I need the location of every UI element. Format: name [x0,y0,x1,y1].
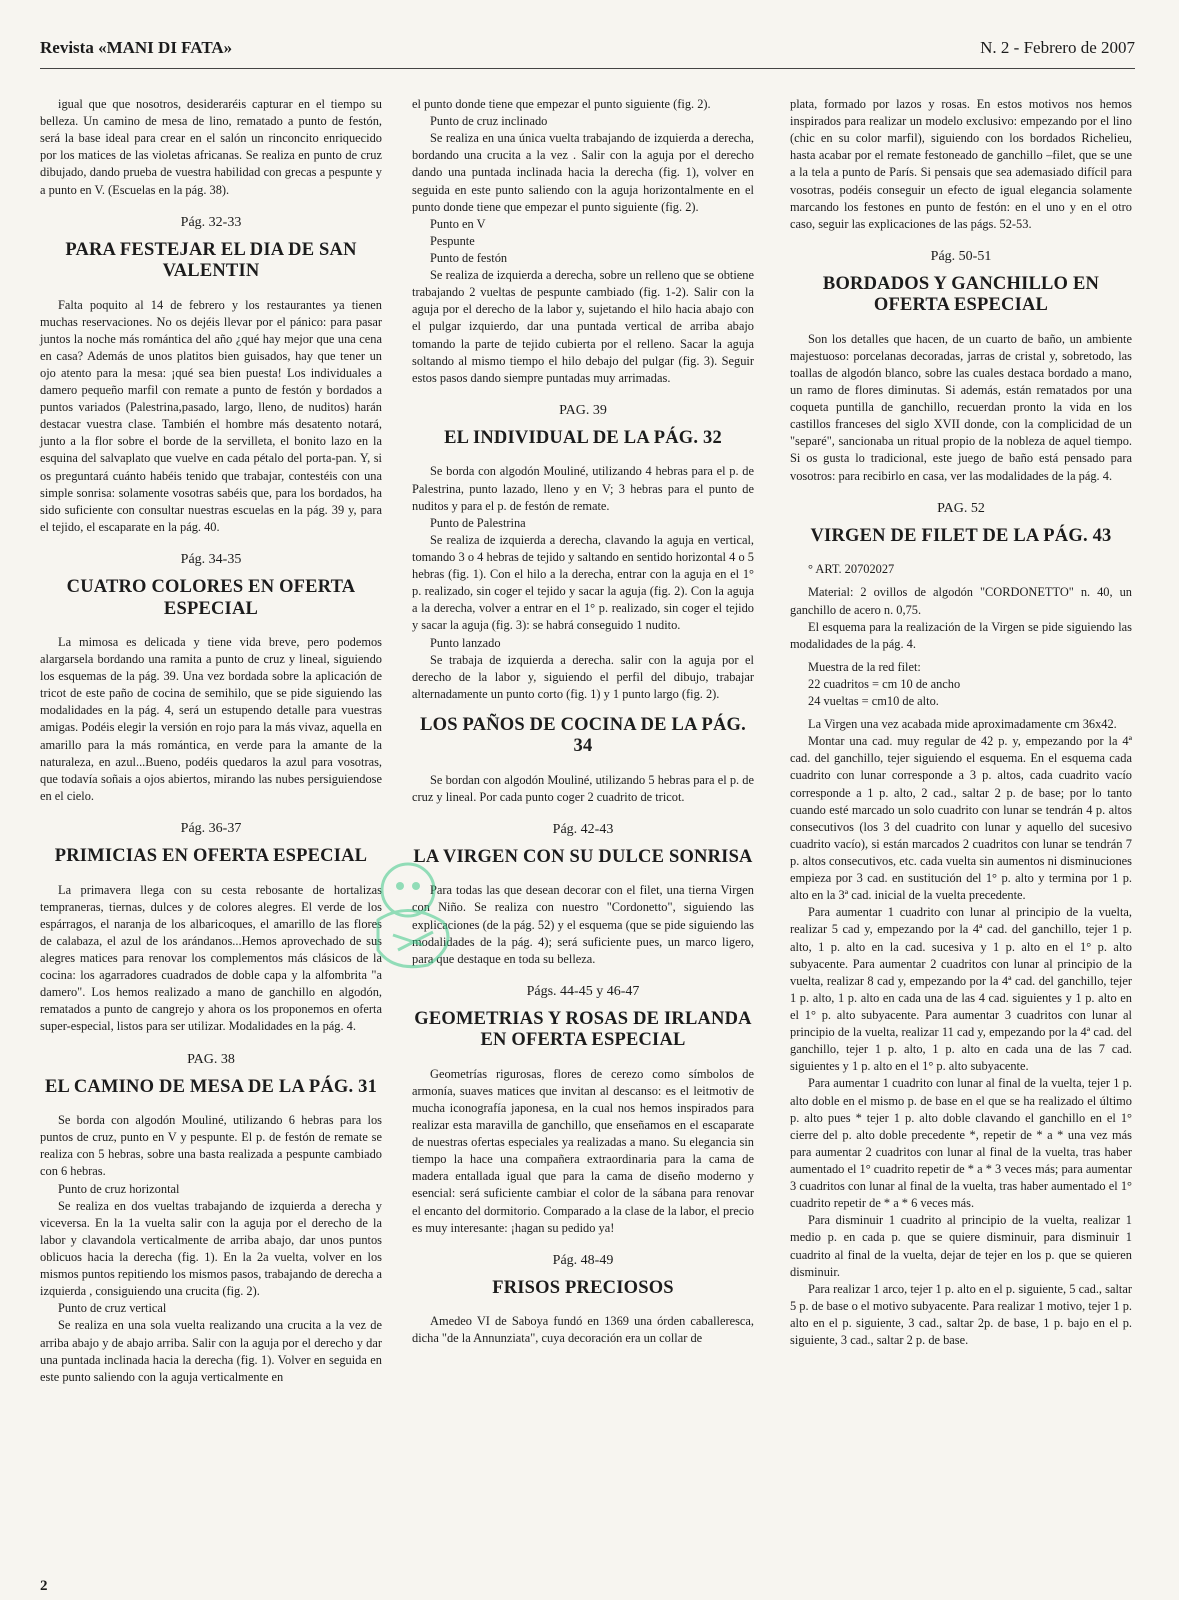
green-stamp-icon [348,850,488,980]
paragraph: Para realizar 1 arco, tejer 1 p. alto en el p. siguiente, 5 cad., saltar 5 p. de base o el motivo subyacente. Para realizar 1 motivo, tejer 1 p. alto en el p. siguiente, 3 cad., saltar 2p. de base, 1 p. bajo en el p. siguiente, 3 cad., saltar 2 p. de base. [790,1281,1133,1348]
stitch-name: Punto lanzado [430,635,501,650]
paragraph: Para disminuir 1 cuadrito al principio de la vuelta, realizar 1 medio p. en cada p. que se quiere disminuir, para disminuir 1 cuadrito al final de la vuelta, dejar de tejer en los p. que se quieren disminuir. [790,1213,1132,1279]
paragraph: Son los detalles que hacen, de un cuarto de baño, un ambiente majestuoso: porcelanas decoradas, jarras de cristal y, sobretodo, las toallas de algodón blanco, sobre las cuales destaca bordado a mano, un ramo de flores diminutas. Si además, están rematados por una coqueta puntilla de ganchillo, recuerdan pronto la vida en los castillos franceses del siglo XVII donde, con la complicidad de un "separé", sancionaba un ritual propio de la nobleza de aquel tiempo. Si os gusta lo tradicional, este juego de baño está pensado para vosotros: para recibirlo en casa, ver las modalidades de la pág. 4. [790,331,1132,483]
paragraph: 24 vueltas = cm10 de alto. [808,694,939,709]
paragraph: Se trabaja de izquierda a derecha. salir con la aguja por el derecho de la labor y, siguiendo el perfil del dibujo, trabajar alternadamente un punto corto (fig. 1) y 1 punto largo (fig. 2). [412,652,754,701]
section-heading: LOS PAÑOS DE COCINA DE LA PÁG. 34 [420,714,746,757]
column-2 [412,96,754,1348]
issue-label: N. 2 - Febrero de 2007 [980,38,1135,57]
paragraph: Para aumentar 1 cuadrito con lunar al principio de la vuelta, realizar 5 cad y, empezando por la 4ª cad. del ganchillo, tejer 1 p. alto, 1 p. alto en la cad. sucesiva y 1 p. alto en el 1° p. alto subyacente. Para aumentar 2 cuadritos con lunar al principio de la vuelta, realizar 8 cad y, empezando por la 4ª cad. del ganchillo, tejer 1 p. alto, 1 p. alto en cada una de las 4 cad. siguientes y 1 p. alto en el 1° p. alto subyacente. Para aumentar 3 cuadritos con lunar al principio de la vuelta, realizar 11 cad y, empezando por la 4ª cad. del ganchillo, tejer 1 p. alto, 1 p. alto en cada una de las 7 cad. siguientes y 1 p. alto en el 1° p. alto subyacente. [790,905,1132,1074]
section-heading: BORDADOS Y GANCHILLO EN OFERTA ESPECIAL [822,274,1100,316]
page-ref: Pág. 32-33 [180,214,242,230]
paragraph: La primavera llega con su cesta rebosante de hortalizas tempraneras, tiernas, dulces y de colores alegres. El verde de los espárragos, el naranja de los albaricoques, el amarillo de las flores de calabaza, el azul de los arándanos...Hemos aprovechado de sus alegres matices para renovar los complementos más clásicos de la cocina: los agarradores cuadrados de doble capa y la alfombrita "a damero". Los hemos realizado a mano de ganchillo en algodón, rematados a punto de cangrejo y ahora os los proponemos en oferta super-especial, listos para ser utilizar. Modalidades en la pág. 4. [40,882,382,1034]
paragraph: Geometrías rigurosas, flores de cerezo como símbolos de armonía, suaves matices que invitan al descanso: es el leitmotiv de mucha iconografía japonesa, en la cual nos hemos inspirados para realizar esta maravilla de ganchillo, que enseñamos en el escaparate de nuestras ofertas especiales ya realizadas a mano. Su elegancia sin tiempo la hace una compañera extraordinaria para la cama de madera entallada igual que para la cama de diseño moderno y esencial: será suficiente cambiar el color de la sábana para renovar el encanto del dormitorio. Comparado a la clase de la labor, el precio es muy interesante: ¡hagan su pedido ya! [412,1066,754,1235]
paragraph: Se realiza en una sola vuelta realizando una crucita a la vez de arriba abajo y de abajo arriba. Salir con la aguja por el derecho y dar una puntada inclinada hacia la derecha (fig. 1). Volver en seguida en este punto saliendo con la aguja verticalmente en [40,1318,382,1384]
page-ref: PAG. 38 [187,1051,235,1067]
stitch-name: Punto en V [430,216,486,231]
paragraph: plata, formado por lazos y rosas. En estos motivos nos hemos inspirados para realizar un modelo exclusivo: empezando por el lino (chic en su color marfil), siguiendo con los bordados Richelieu, hasta acabar por el remate festoneado de ganchillo –filet, que se une a la tela a punto de París. Si pensais que sea ademasiado difícil para vosotras, podéis conseguir un efecto de igual elegancia solamente marcando los festones en punto de festón: en el uno y en el otro caso, seguir las explicaciones de las págs. 52-53. [790,97,1132,231]
paragraph: La mimosa es delicada y tiene vida breve, pero podemos alargarsela bordando una ramita a punto de cruz y lineal, siguiendo los esquemas de la pág. 39. Una vez bordada sobre la aplicación de tricot de este paño de cocina de semihilo, que se pide siguiendo las modalidades en la pág. 4, será un estupendo detalle para vuestras amigas. Podéis elegir la versión en rojo para la más vivaz, aquella en amarillo para la más romántica, en verde para la amante de la naturaleza, en azul...Bueno, podéis quedaros la azul para vosotras, que todavía soñais a ojos abiertos, mirando las nubes persiguiendose en el cielo. [40,634,382,803]
section-heading: GEOMETRIAS Y ROSAS DE IRLANDA EN OFERTA ESPECIAL [414,1009,752,1051]
paragraph: Se realiza de izquierda a derecha, clavando la aguja en vertical, tomando 3 o 4 hebras de tejido y saltando en sentido horizontal 4 o 5 hebras (fig. 1). Con el hilo a la derecha, entrar con la aguja en el 1° p. realizado, sin coger el tejido y sacar la aguja (fig. 2). Con la aguja a la derecha, volver a entrar en el 1° p. realizado, sin coger el tejido y sacar la aguja (fig. 3): se habrá conseguido 1 nudito. [412,532,754,633]
magazine-title: Revista «MANI DI FATA» [40,38,233,57]
page-ref: Pág. 48-49 [552,1252,614,1268]
paragraph: Se realiza en dos vueltas trabajando de izquierda a derecha y viceversa. En la 1a vuelta salir con la aguja por el derecho de la labor y clavandola verticalmente de arriba abajo, dar unos puntos oblicuos hacia la derecha (fig. 1). En la 2a vuelta, volver en los mismos puntos repitiendo los mismos pasos, trabajando de derecha a izquierda , consiguiendo una crucita (fig. 2). [40,1198,382,1299]
section-heading: VIRGEN DE FILET DE LA PÁG. 43 [810,526,1112,547]
section-heading: PARA FESTEJAR EL DIA DE SAN VALENTIN [65,239,357,282]
paragraph: El esquema para la realización de la Virgen se pide siguiendo las modalidades de la pág. 4. [790,619,1132,651]
page-ref: PAG. 39 [559,402,607,418]
paragraph: Muestra de la red filet: [808,659,921,674]
stitch-name: Punto de cruz inclinado [430,114,548,129]
paragraph: Material: 2 ovillos de algodón "CORDONETTO" n. 40, un ganchillo de acero n. 0,75. [790,585,1132,617]
paragraph: Montar una cad. muy regular de 42 p. y, empezando por la 4ª cad. del ganchillo, tejer siguiendo el esquema. En el esquema cada cuadrito con lunar corresponde a 3 p. altos, cada cuadrito vacío corresponde a 1 p. alto, 2 cad., saltar 2 p. de base; por lo tanto cuando esté marcado un solo cuadrito con lunar se tendrán 4 p. altos consecutivos (los 3 del cuadrito con lunar y aquello del sucesivo cuadrito vacío), si están marcados 2 cuadritos con lunar se tendrán 7 p. altos consecutivos, etc. cada vuelta sin aumentos ni disminuciones empieza por 3 cad. en sustitución del 1° p. alto y termina por 1 p. alto en la 3ª cad. inicial de la vuelta precedente. [790,734,1132,903]
section-heading: FRISOS PRECIOSOS [492,1278,674,1299]
stitch-name: Punto de Palestrina [430,515,526,530]
stitch-name: Punto de cruz vertical [58,1301,167,1316]
paragraph: Se borda con algodón Mouliné, utilizando 6 hebras para los puntos de cruz, punto en V y pespunte. El p. de festón de remate se realiza con 5 hebras, sobre una basta realizada a pespunte cambiado con 6 hebras. [40,1113,382,1179]
page-ref: Pág. 42-43 [552,821,614,837]
stitch-name: Pespunte [430,233,475,248]
paragraph: Se bordan con algodón Mouliné, utilizando 5 hebras para el p. de cruz y lineal. Por cada punto coger 2 cuadrito de tricot. [412,772,754,804]
page-ref: Págs. 44-45 y 46-47 [526,983,640,999]
paragraph: Se realiza de izquierda a derecha, sobre un relleno que se obtiene trabajando 2 vueltas de pespunte cambiado (fig. 1-2). Salir con la aguja por el derecho de la labor y, sujetando el hilo hacia abajo con el pulgar izquierdo, dar una puntada vertical de arriba abajo tomando la parte de tejido cubierta por el relleno. Sacar la aguja soltando al mismo tiempo el hilo debajo del pulgar (fig. 3). Seguir estos pasos dando siempre puntadas muy arrimadas. [412,268,754,385]
page-header [40,36,1135,69]
stitch-name: Punto de festón [430,250,508,265]
page-ref: Pág. 36-37 [180,820,242,836]
paragraph: Para aumentar 1 cuadrito con lunar al final de la vuelta, tejer 1 p. alto doble en el mismo p. de base en el que se ha realizado el último p. alto pues * tejer 1 p. alto doble clavando el ganchillo en el 1° cierre del p. alto doble precedente *, repetir de * a * una vez más para aumentar 2 cuadritos con lunar al final de la vuelta, tras haber aumentado el 1° cuadrito repetir de * a * 3 veces más; para aumentar 3 cuadritos con lunar al final de la vuelta, tras haber aumentado el 1° cuadrito repetir de * a * 6 veces más. [790,1076,1132,1211]
paragraph: Se realiza en una única vuelta trabajando de izquierda a derecha, bordando una crucita a la vez . Salir con la aguja por el derecho dando una puntada inclinada hacia la derecha (fig. 1), volver en seguida en este punto saliendo con la aguja horizontalmente en el punto donde tiene que empezar el punto siguiente (fig. 2). [412,131,754,214]
section-heading: LA VIRGEN CON SU DULCE SONRISA [413,847,753,868]
paragraph: igual que que nosotros, desideraréis capturar en el tiempo su belleza. Un camino de mesa de lino, rematado a punto de festón, será la base ideal para crear en el salón un rinconcito enriquecido por los matices de las violetas africanas. Se realiza en punto de cruz dibujado, dando prueba de vuestra habilidad con grecas a pespunte y a punto en V. (Escuelas en la pág. 38). [40,97,382,197]
stitch-name: Punto de cruz horizontal [58,1181,180,1196]
article-code: ° ART. 20702027 [808,562,895,577]
section-heading: CUATRO COLORES EN OFERTA ESPECIAL [66,577,356,619]
paragraph: 22 cuadritos = cm 10 de ancho [808,676,961,691]
paragraph: Amedeo VI de Saboya fundó en 1369 una órden caballeresca, dicha "de la Annunziata", cuya decoración era un collar de [412,1314,754,1346]
page-ref: Pág. 50-51 [930,248,992,264]
paragraph: el punto donde tiene que empezar el punto siguiente (fig. 2). [412,97,711,111]
page-ref: PAG. 52 [937,500,985,516]
section-heading: EL INDIVIDUAL DE LA PÁG. 32 [444,428,722,449]
paragraph: Para todas las que desean decorar con el filet, una tierna Virgen con Niño. Se realiza con nuestro "Cordonetto", siguiendo las explicaciones (de la pág. 52) y el esquema (que se pide siguiendo las modalidades de la pág. 4); será suficiente pues, un marco ligero, para que destaque en toda su belleza. [412,883,754,966]
page-ref: Pág. 34-35 [180,552,242,568]
paragraph: Falta poquito al 14 de febrero y los restaurantes ya tienen muchas reservaciones. No os dejéis llevar por el pánico: para pasar juntos la noche más romántica del año ¿qué hay mejor que una cena en casa? Además de unos platitos bien guisados, hay que tener un ojo atento para la mesa: ¡qué sea bien puesta! Los individuales a damero pequeño marfil con remate a punto de festón y bordados a puntos variados (Palestrina,pasado, largo, lleno, de nuditos) harán destacar vuestra clase. También el hombre más desatento notará, junto a la flor sobre el borde de la servilleta, el bonito lazo en la esquina del salvaplato que vuelve en cada pétalo del porta-pan. Y, si os preguntará cuánto habéis tenido que trabajar, contestéis con una simple sonrisa: solamente vosotras sabéis que, para los bordados, ha sido suficiente con consultar nuestras escuelas en la pág. 39 y, para el tejido, el escaparate en la pág. 40. [40,297,382,534]
section-heading: EL CAMINO DE MESA DE LA PÁG. 31 [44,1076,378,1097]
column-3 [790,96,1132,1349]
page-number: 2 [40,1578,48,1594]
section-heading: PRIMICIAS EN OFERTA ESPECIAL [54,846,368,867]
column-1 [40,96,382,1386]
paragraph: La Virgen una vez acabada mide aproximadamente cm 36x42. [808,717,1117,732]
paragraph: Se borda con algodón Mouliné, utilizando 4 hebras para el p. de Palestrina, punto lazado, lleno y en V; 3 hebras para el punto de nuditos y para el p. de festón de remate. [412,464,754,513]
